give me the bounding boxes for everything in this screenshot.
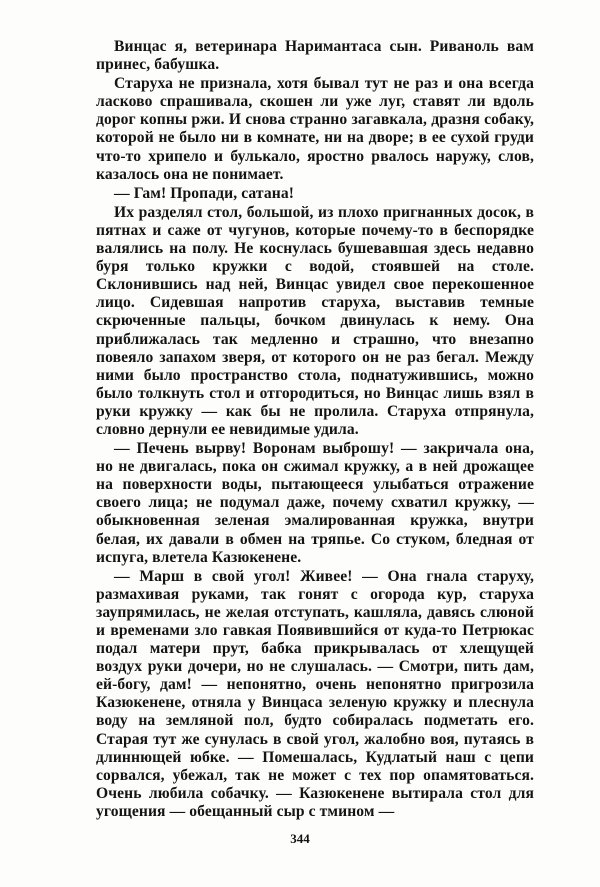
paragraph: — Печень вырву! Воронам выброшу! — закричала она, но не двигалась, пока он сжимал кружку, а в ней дрожащее на поверхности воды, пытающееся улыбаться отражение своего лица; не подумал даже, почему схватил кружку, — обыкновенная зеленая эмалированная кружка, внутри белая, их давали в обмен на тряпье. Со стуком, бледная от испуга, влетела Казюкенене. <box>96 440 534 566</box>
paragraph: — Марш в свой угол! Живее! — Она гнала старуху, размахивая руками, так гонят с огорода кур, старуха заупрямилась, не желая отступать, кашляла, давясь слюной и временами зло гавкая Появившийся от куда-то Петрюкас подал матери прут, бабка прикрывалась от хлещущей воздух руки дочери, но не слушалась. — Смотри, пить дам, ей-богу, дам! — непонятно, очень непонятно пригрозила Казюкенене, отняла у Винцаса зеленую кружку и плеснула воду на земляной пол, будто собиралась подметать его. Старая тут же сунулась в свой угол, жалобно воя, путаясь в длиннющей юбке. — Помешалась, Кудлатый наш с цепи сорвался, убежал, так не может с тех пор опамятоваться. Очень любила собачку. — Казюкенене вытирала стол для угощения — обещанный сыр с тмином — <box>96 567 534 820</box>
page-number: 344 <box>290 831 310 846</box>
paragraph: Их разделял стол, большой, из плохо пригнанных досок, в пятнах и саже от чугунов, которые почему-то в беспорядке валялись на полу. Не коснулась бушевавшая здесь недавно буря только кружки с водой, стоявшей на столе. Склонившись над ней, Винцас увидел свое перекошенное лицо. Сидевшая напротив старуха, выставив темные скрюченные пальцы, бочком двинулась к нему. Она приближалась так медленно и страшно, что внезапно повеяло запахом зверя, от которого он не раз бегал. Между ними было пространство стола, поднатужившись, можно было толкнуть стол и отгородиться, но Винцас лишь взял в руки кружку — как бы не пролила. Старуха отпрянула, словно дернули ее невидимые удила. <box>96 203 534 438</box>
body-text <box>96 38 534 821</box>
paragraph: — Гам! Пропади, сатана! <box>114 184 295 202</box>
paragraph: Винцас я, ветеринара Наримантаса сын. Риваноль вам принес, бабушка. <box>96 38 534 74</box>
paragraph: Старуха не признала, хотя бывал тут не раз и она всегда ласково спрашивала, скошен ли уже луг, ставят ли вдоль дорог копны ржи. И снова странно загавкала, дразня собаку, которой не было ни в комнате, ни на дворе; в ее сухой груди что-то хрипело и булькало, яростно рвалось наружу, слов, казалось она не понимает. <box>96 75 534 183</box>
